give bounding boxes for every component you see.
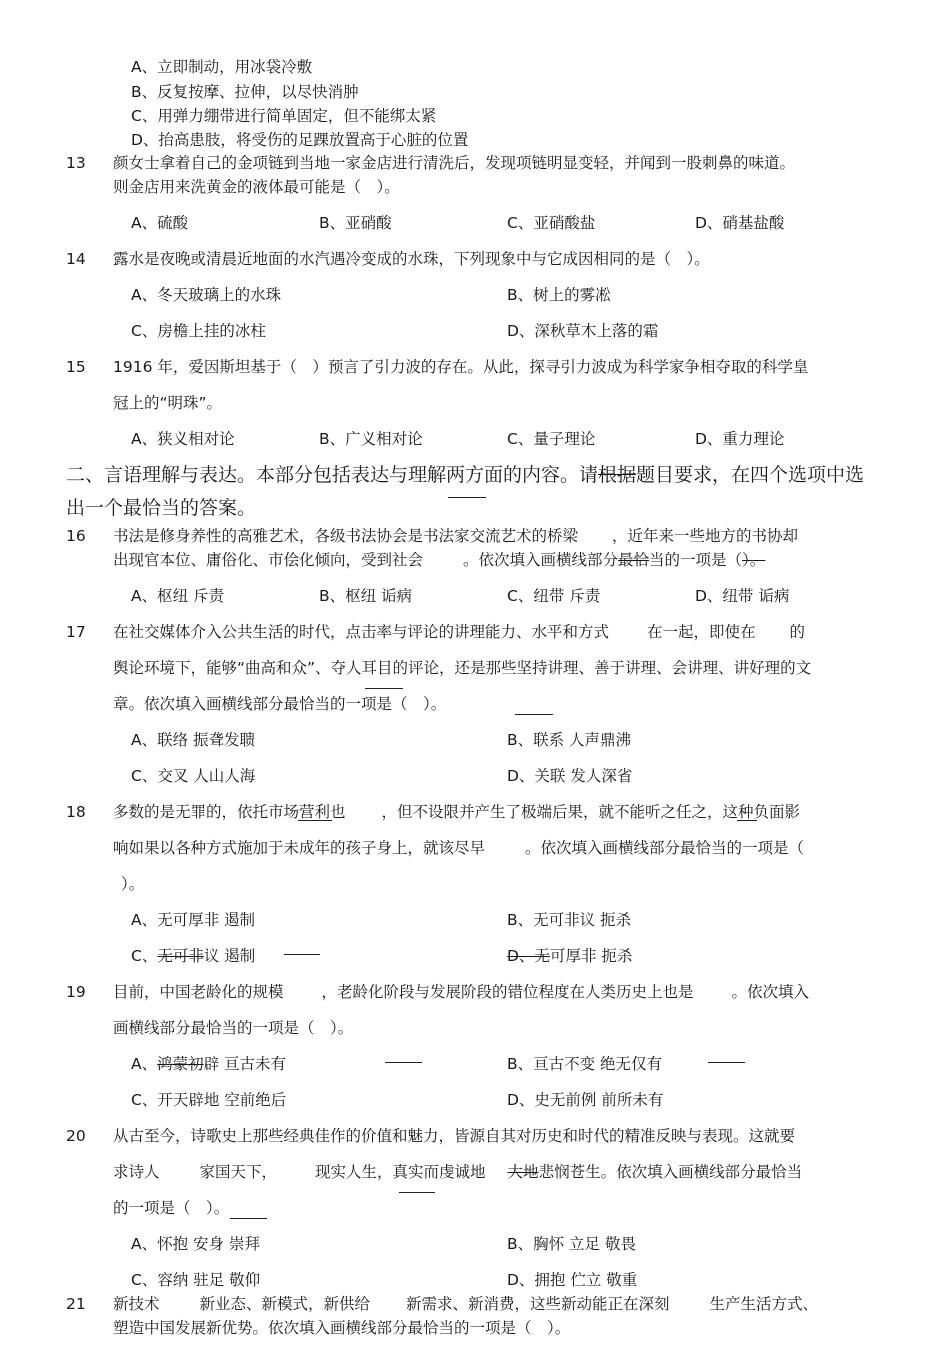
blank-underline [515,714,553,715]
blank-underline [385,1062,422,1063]
q16-option-a: A、枢纽 斥责 [131,587,225,605]
q14-text-line1: 露水是夜晚或清晨近地面的水汽遇冷变成的水珠，下列现象中与它成因相同的是（ ）。 [113,250,710,268]
q12-option-b: B、反复按摩、拉伸，以尽快消肿 [131,83,359,101]
q15-number: 15 [66,358,86,376]
q18-option-b: B、无可非议 扼杀 [507,911,632,929]
q15-option-b: B、广义相对论 [319,430,423,448]
q14-option-a: A、冬天玻璃上的水珠 [131,286,282,304]
q18-option-a: A、无可厚非 遏制 [131,911,256,929]
blank-underline [708,1062,745,1063]
q14-option-d: D、深秋草木上落的霜 [507,322,659,340]
q17-text-line2: 舆论环境下，能够“曲高和众”、夺人耳目的评论，还是那些坚持讲理、善于讲理、会讲理、讲好理的文 [113,659,812,677]
q15-option-c: C、量子理论 [507,430,596,448]
q19-option-b: B、亘古不变 绝无仅有 [507,1055,663,1073]
q16-option-c: C、纽带 斥责 [507,587,601,605]
q17-text-line3: 章。依次填入画横线部分最恰当的一项是（ ）。 [113,695,447,713]
q18-text-line2: 响如果以各种方式施加于未成年的孩子身上，就该尽早 。依次填入画横线部分最恰当的一项是（ [113,839,805,857]
q19-option-a: A、鸿蒙初辟 亘古未有 [131,1055,287,1073]
q18-number: 18 [66,803,86,821]
q16-option-b: B、枢纽 诟病 [319,587,413,605]
q19-option-d: D、史无前例 前所未有 [507,1091,664,1109]
q16-text-line1: 书法是修身养性的高雅艺术，各级书法协会是书法家交流艺术的桥梁 ，近年来一些地方的书协却 [113,527,799,545]
q21-text-line1: 新技术 新业态、新模式，新供给 新需求、新消费，这些新动能正在深刻 生产生活方式、 [113,1295,819,1313]
q13-option-a: A、硫酸 [131,214,189,232]
q20-text-line3: 的一项是（ ）。 [113,1199,230,1217]
q12-option-d: D、抬高患肢，将受伤的足踝放置高于心脏的位置 [131,131,469,149]
q17-option-d: D、关联 发人深省 [507,767,633,785]
q18-option-c: C、无可非议 遏制 [131,947,256,965]
q14-number: 14 [66,250,86,268]
q17-option-b: B、联系 人声鼎沸 [507,731,632,749]
section2-heading-line2: 出一个最恰当的答案。 [66,497,257,519]
q20-option-b: B、胸怀 立足 敬畏 [507,1235,636,1253]
q20-option-c: C、容纳 驻足 敬仰 [131,1271,261,1289]
q20-text-line1: 从古至今，诗歌史上那些经典佳作的价值和魅力，皆源自其对历史和时代的精准反映与表现。这就要 [113,1127,796,1145]
section2-heading-line1: 二、言语理解与表达。本部分包括表达与理解两方面的内容。请根据题目要求，在四个选项中选 [66,464,865,486]
q16-number: 16 [66,527,86,545]
q21-number: 21 [66,1295,86,1313]
q13-text-line2: 则金店用来洗黄金的液体最可能是（ ）。 [113,178,400,196]
q13-option-d: D、硝基盐酸 [695,214,785,232]
q16-option-d: D、纽带 诟病 [695,587,790,605]
q19-option-c: C、开天辟地 空前绝后 [131,1091,287,1109]
q12-option-c: C、用弹力绷带进行简单固定，但不能绑太紧 [131,107,437,125]
blank-underline [365,688,403,689]
blank-underline [399,1192,435,1193]
q12-option-a: A、立即制动，用冰袋冷敷 [131,58,313,76]
q15-text-line2: 冠上的“明珠”。 [113,394,223,412]
q17-text-line1: 在社交媒体介入公共生活的时代，点击率与评论的讲理能力、水平和方式 在一起，即使在 的 [113,623,806,641]
q13-option-c: C、亚硝酸盐 [507,214,596,232]
blank-underline [230,1218,267,1219]
q18-text-line3: ）。 [121,875,145,893]
q13-option-b: B、亚硝酸 [319,214,392,232]
q18-text-line1: 多数的是无罪的，依托市场营利也 ，但不设限并产生了极端后果，就不能听之任之，这种负面影 [113,803,801,821]
q17-number: 17 [66,623,86,641]
q15-option-d: D、重力理论 [695,430,785,448]
q19-text-line1: 目前，中国老龄化的规模 ，老龄化阶段与发展阶段的错位程度在人类历史上也是 。依次填入 [113,983,810,1001]
q15-option-a: A、狭义相对论 [131,430,235,448]
q20-number: 20 [66,1127,86,1145]
q14-option-b: B、树上的雾凇 [507,286,611,304]
q21-text-line2: 塑造中国发展新优势。依次填入画横线部分最恰当的一项是（ ）。 [113,1319,571,1337]
q14-option-c: C、房檐上挂的冰柱 [131,322,266,340]
blank-underline [298,820,332,821]
blank-underline [737,820,757,821]
q13-number: 13 [66,154,86,172]
q19-number: 19 [66,983,86,1001]
q15-text-line1: 1916 年，爱因斯坦基于（ ）预言了引力波的存在。从此，探寻引力波成为科学家争相夺取的科学皇 [113,358,809,376]
q20-option-a: A、怀抱 安身 崇拜 [131,1235,260,1253]
q20-text-line2: 求诗人 家国天下， 现实人生，真实而虔诚地 大地悲悯苍生。依次填入画横线部分最恰当 [113,1163,803,1181]
blank-underline [284,954,320,955]
q20-option-d: D、拥抱 伫立 敬重 [507,1271,638,1289]
blank-underline [448,497,486,498]
q17-option-a: A、联络 振聋发聩 [131,731,256,749]
q18-option-d: D、无可厚非 扼杀 [507,947,633,965]
q17-option-c: C、交叉 人山人海 [131,767,256,785]
q13-text-line1: 颜女士拿着自己的金项链到当地一家金店进行清洗后，发现项链明显变轻，并闻到一股刺鼻的味道。 [113,154,796,172]
q19-text-line2: 画横线部分最恰当的一项是（ ）。 [113,1019,354,1037]
q16-text-line2: 出现官本位、庸俗化、市侩化倾向，受到社会 。依次填入画横线部分最恰当的一项是（）。 [113,551,766,569]
